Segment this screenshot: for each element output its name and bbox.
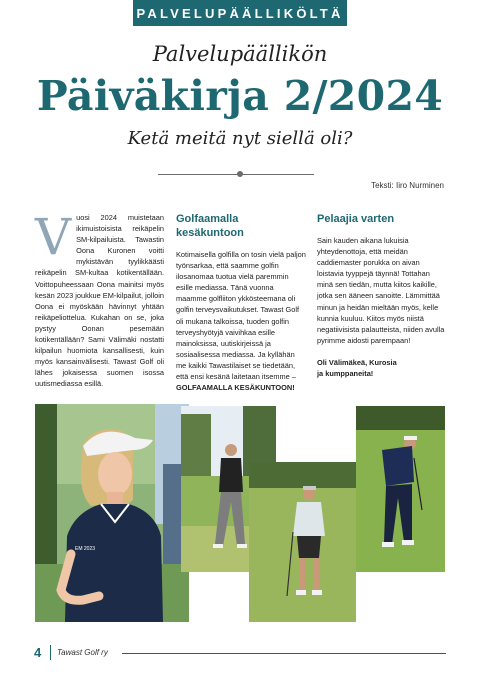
column-intro	[35, 208, 164, 390]
health-slogan: GOLFAAMALLA KESÄKUNTOON!	[176, 383, 295, 393]
article-subtitle: Ketä meitä nyt siellä oli?	[127, 128, 353, 149]
signature-line-1: Oli Välimäkeä, Kurosia	[317, 357, 397, 367]
photo-golfer-swinging	[356, 406, 445, 572]
photo-golfer-white-shirt	[249, 462, 356, 622]
divider-dot	[237, 171, 243, 177]
players-text: Sain kauden aikana lukuisia yhteydenottoja, että meidän caddiemaster porukka on aivan loistavia tyyppejä täynnä! Tottahan minä sen tiedän, mutta kiitos kaikille, jotka sen ääneen sanoitte. Lämmittää minun ja heidän mieltään myös, kelle kunnia kuuluu. Kiitos myös niistä negatiivisista palautteista, niiden avulla pyrimme aidosti parempaan!	[317, 236, 445, 345]
golfer-white-shirt-illustration	[249, 462, 356, 622]
drop-cap: V	[35, 208, 72, 266]
footer-org: Tawast Golf ry	[57, 648, 108, 657]
players-heading: Pelaajia varten	[317, 213, 395, 225]
golfer-swinging-illustration	[356, 406, 445, 572]
health-heading: Golfaamalla kesäkuntoon	[176, 213, 244, 239]
signature	[317, 357, 446, 379]
health-body	[176, 249, 306, 393]
signature-line-2: ja kumppaneita!	[317, 369, 374, 379]
intro-text: uosi 2024 muistetaan ikimuistoisista reikäpelin SM-kilpailuista. Tawastin Oona Kuronen voitti mykistävän tyylikkäästi reikäpelin SM-kultaa kotikentällään. Voittopuheessaan Oona mainitsi myös kesän 2023 joukkue EM-kilpailut, jolloin Oona ei myöskään hävinnyt yhtään reikäpeliottelua. Kukahan on se, joka pystyy Oonan pesemään kotikentällään? Sami Välimäki nostatti kilpailun huomiota kansallisesti, kuin myös kansainvälisesti. Tawast Golf oli lähes jokaisessa suomen isossa uutismediassa esillä.	[35, 213, 164, 389]
shirt-text: EM 2023	[75, 546, 96, 552]
footer-line	[122, 653, 446, 654]
column-health	[176, 212, 306, 393]
column-players	[317, 212, 446, 379]
section-tag: PALVELUPÄÄLLIKÖLTÄ	[133, 0, 347, 26]
title-divider	[158, 174, 314, 175]
health-text: Kotimaisella golfilla on tosin vielä paljon työnsarkaa, että saamme golfin ilosanomaa tuotua vielä paremmin esille mediassa. Tänä vuonna maamme golfliiton ykkösteemana oli golfin terveysvaikutukset. Tawast Golf oli mukana talkoissa, tuoden golfin terveyshyötyjä vaivihkaa esille mainoksissa, uutiskirjeissä ja sosiaalisessa mediassa. Ja kyllähän me kaikki Tawastilaiset se tiedetään, että ensi kesänä laitetaan itsemme –	[176, 250, 306, 382]
article-title: Päiväkirja 2/2024	[36, 72, 444, 120]
article-overline: Palvelupäällikön	[152, 42, 328, 66]
footer-separator	[50, 645, 51, 660]
byline: Teksti: Iiro Nurminen	[371, 181, 444, 190]
golfer-woman-illustration	[35, 404, 189, 622]
page-number: 4	[34, 645, 42, 660]
photo-golfer-woman	[35, 404, 189, 622]
